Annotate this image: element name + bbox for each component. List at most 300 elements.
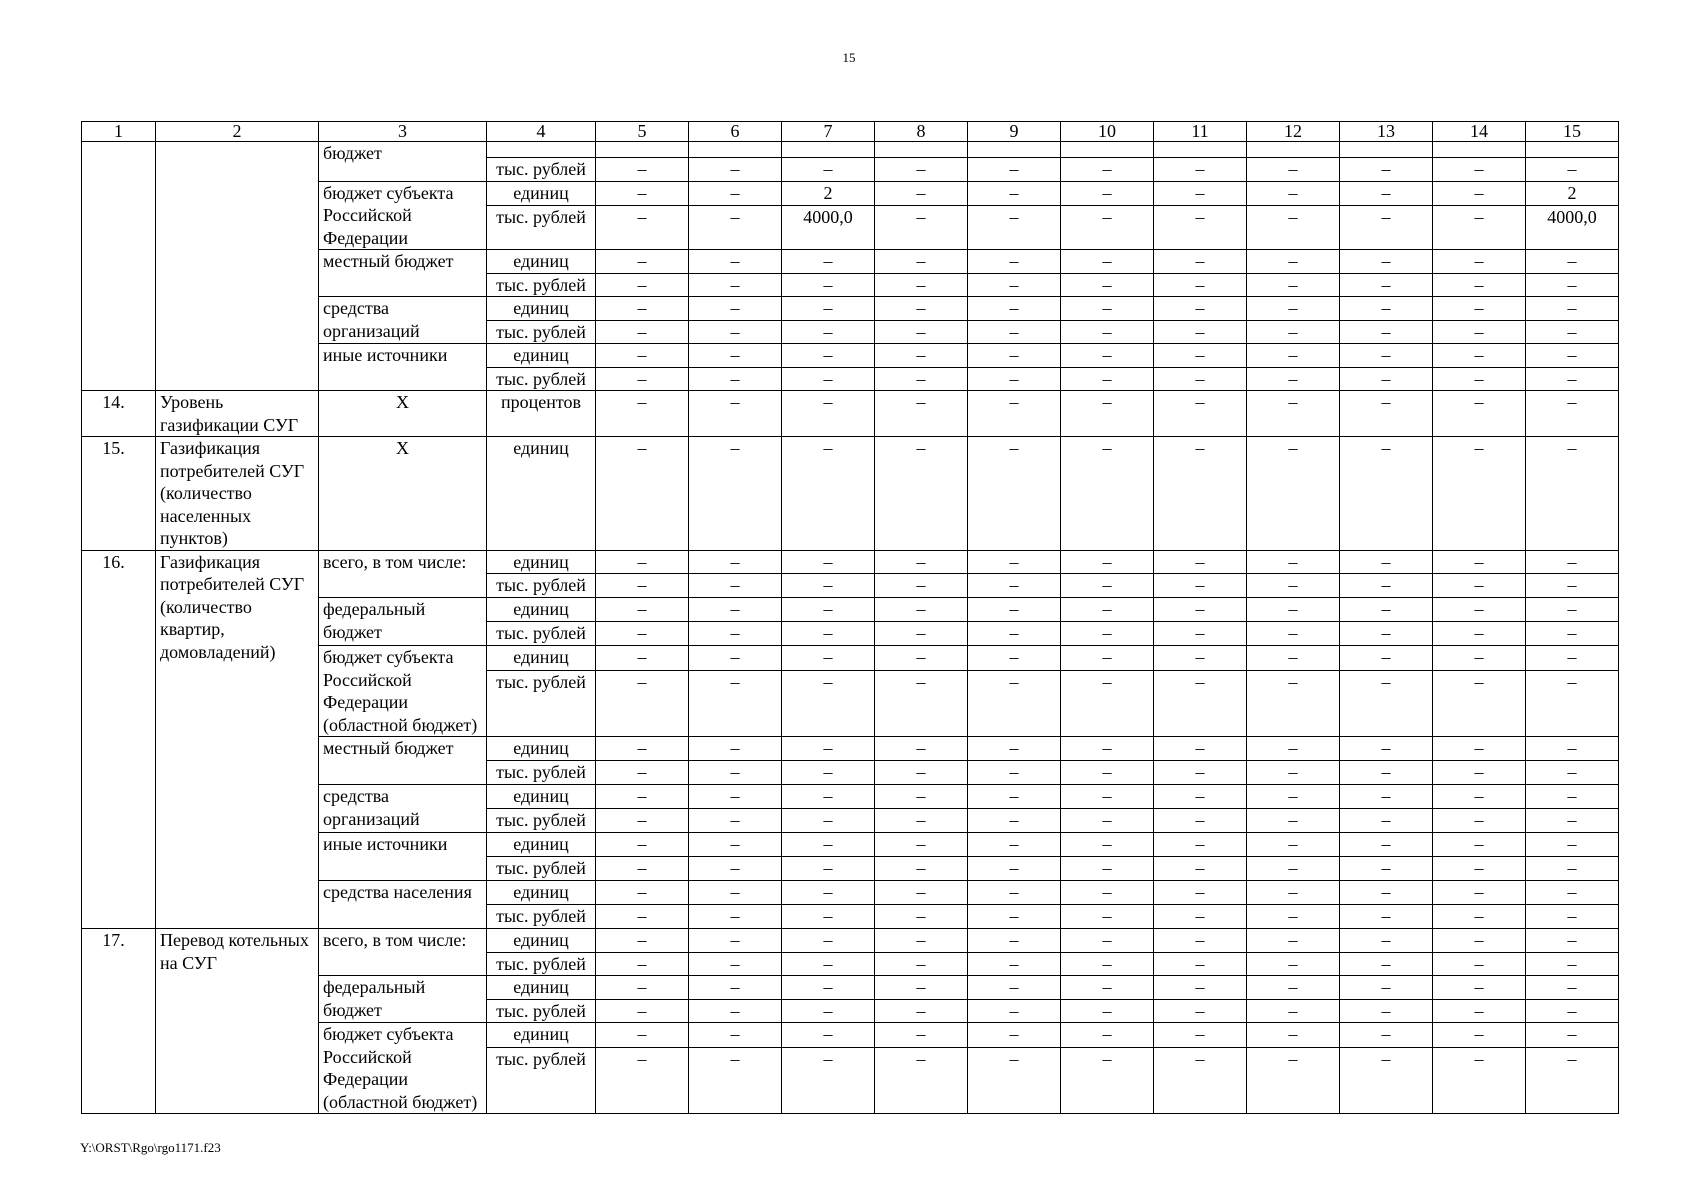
value-cell: – [968, 761, 1061, 785]
value-cell: – [689, 976, 782, 1000]
unit-cell: тыс. рублей [487, 205, 596, 249]
value-cell: – [1526, 622, 1619, 646]
value-cell: – [1247, 297, 1340, 321]
value-cell: – [1433, 158, 1526, 182]
source-label: федеральный бюджет [319, 976, 487, 1023]
value-cell: – [1061, 1023, 1154, 1048]
value-cell: – [1340, 905, 1433, 929]
value-cell: – [1247, 905, 1340, 929]
value-cell: – [1247, 785, 1340, 809]
value-cell: – [782, 598, 875, 622]
value-cell: – [782, 737, 875, 761]
value-cell: – [1526, 976, 1619, 1000]
value-cell: – [689, 250, 782, 274]
value-cell: – [1340, 857, 1433, 881]
value-cell: – [689, 297, 782, 321]
table-row [82, 142, 1619, 158]
value-cell: – [1061, 1047, 1154, 1113]
value-cell: – [1433, 205, 1526, 249]
value-cell: – [1154, 181, 1247, 205]
value-cell: – [1526, 737, 1619, 761]
value-cell: – [1154, 574, 1247, 598]
unit-cell: тыс. рублей [487, 574, 596, 598]
column-number-row [82, 122, 1619, 142]
value-cell: – [968, 881, 1061, 905]
unit-cell: единиц [487, 646, 596, 671]
value-cell: – [1526, 929, 1619, 953]
value-cell: – [596, 671, 689, 737]
value-cell: – [875, 205, 968, 249]
table-row [82, 391, 1619, 437]
value-cell: – [1247, 761, 1340, 785]
value-cell: – [1061, 367, 1154, 391]
value-cell: – [875, 761, 968, 785]
value-cell: – [689, 574, 782, 598]
value-cell: – [782, 976, 875, 1000]
value-cell: – [875, 1023, 968, 1048]
value-cell: – [1061, 205, 1154, 249]
value-cell: – [875, 273, 968, 297]
unit-cell: единиц [487, 881, 596, 905]
value-cell: – [875, 999, 968, 1023]
column-number: 10 [1061, 122, 1154, 142]
value-cell: – [1154, 391, 1247, 437]
value-cell: – [596, 574, 689, 598]
value-cell: – [968, 857, 1061, 881]
value-cell: – [1247, 671, 1340, 737]
table-row [82, 550, 1619, 574]
value-cell: – [1247, 952, 1340, 976]
value-cell: – [596, 297, 689, 321]
value-cell: – [689, 158, 782, 182]
value-cell: – [1526, 671, 1619, 737]
value-cell: – [1526, 367, 1619, 391]
value-cell: – [875, 297, 968, 321]
value-cell: – [1340, 646, 1433, 671]
value-cell: – [875, 646, 968, 671]
value-cell: – [1433, 1047, 1526, 1113]
value-cell: – [1061, 344, 1154, 368]
value-cell: – [875, 158, 968, 182]
table-body [82, 142, 1619, 1114]
value-cell: – [689, 881, 782, 905]
value-cell: – [596, 905, 689, 929]
source-label: средства организаций [319, 785, 487, 833]
column-number: 5 [596, 122, 689, 142]
column-number: 15 [1526, 122, 1619, 142]
value-cell: – [689, 929, 782, 953]
value-cell: – [968, 622, 1061, 646]
value-cell: – [596, 320, 689, 344]
value-cell: – [1340, 391, 1433, 437]
value-cell: – [1154, 809, 1247, 833]
value-cell: – [1154, 367, 1247, 391]
unit-cell: тыс. рублей [487, 671, 596, 737]
value-cell: – [596, 158, 689, 182]
value-cell: – [1433, 437, 1526, 551]
value-cell [596, 142, 689, 158]
unit-cell: единиц [487, 297, 596, 321]
value-cell: – [1433, 391, 1526, 437]
value-cell: – [1247, 622, 1340, 646]
value-cell: – [596, 976, 689, 1000]
value-cell: – [1247, 833, 1340, 857]
value-cell: – [782, 671, 875, 737]
column-number: 12 [1247, 122, 1340, 142]
value-cell: – [875, 344, 968, 368]
value-cell: – [1433, 857, 1526, 881]
source-label: Х [319, 437, 487, 551]
unit-cell: тыс. рублей [487, 761, 596, 785]
value-cell: – [1154, 437, 1247, 551]
value-cell: – [596, 761, 689, 785]
value-cell: – [968, 158, 1061, 182]
value-cell: – [1247, 646, 1340, 671]
value-cell: – [689, 367, 782, 391]
value-cell: – [1061, 905, 1154, 929]
value-cell: – [782, 158, 875, 182]
value-cell: – [1061, 250, 1154, 274]
value-cell: – [1526, 952, 1619, 976]
value-cell: – [875, 1047, 968, 1113]
table-row [82, 437, 1619, 551]
value-cell: – [1526, 1047, 1619, 1113]
value-cell: – [1247, 881, 1340, 905]
value-cell: – [968, 809, 1061, 833]
value-cell: – [596, 929, 689, 953]
value-cell: – [1247, 391, 1340, 437]
value-cell: – [1154, 550, 1247, 574]
unit-cell: тыс. рублей [487, 622, 596, 646]
value-cell: – [1433, 273, 1526, 297]
value-cell: – [689, 785, 782, 809]
value-cell: – [1526, 158, 1619, 182]
value-cell: – [782, 881, 875, 905]
value-cell: – [1433, 250, 1526, 274]
value-cell [968, 142, 1061, 158]
value-cell: – [782, 250, 875, 274]
source-label: местный бюджет [319, 737, 487, 785]
value-cell: – [1526, 320, 1619, 344]
value-cell: – [968, 273, 1061, 297]
value-cell: – [782, 1023, 875, 1048]
value-cell: – [782, 297, 875, 321]
unit-cell: процентов [487, 391, 596, 437]
value-cell: – [1526, 646, 1619, 671]
value-cell: – [1061, 550, 1154, 574]
value-cell: – [1154, 976, 1247, 1000]
value-cell: – [1061, 158, 1154, 182]
value-cell: – [1433, 833, 1526, 857]
value-cell: – [1061, 646, 1154, 671]
value-cell: – [1061, 437, 1154, 551]
value-cell: – [596, 833, 689, 857]
value-cell: – [782, 857, 875, 881]
value-cell: – [1340, 550, 1433, 574]
value-cell: – [875, 952, 968, 976]
value-cell: – [1526, 1023, 1619, 1048]
value-cell: – [596, 205, 689, 249]
unit-cell: единиц [487, 737, 596, 761]
value-cell: – [689, 952, 782, 976]
value-cell: – [1154, 273, 1247, 297]
value-cell: – [875, 437, 968, 551]
value-cell: – [1526, 297, 1619, 321]
value-cell: – [1526, 437, 1619, 551]
source-label: федеральный бюджет [319, 598, 487, 646]
value-cell: – [1526, 273, 1619, 297]
value-cell [689, 142, 782, 158]
value-cell [1526, 142, 1619, 158]
value-cell: – [875, 905, 968, 929]
value-cell: – [1154, 646, 1247, 671]
unit-cell: тыс. рублей [487, 1047, 596, 1113]
column-number: 9 [968, 122, 1061, 142]
value-cell: – [1340, 598, 1433, 622]
value-cell: – [1247, 250, 1340, 274]
value-cell: – [1433, 297, 1526, 321]
value-cell: – [968, 344, 1061, 368]
source-label: бюджет [319, 142, 487, 182]
value-cell: – [1154, 344, 1247, 368]
value-cell: – [689, 320, 782, 344]
value-cell: – [1433, 761, 1526, 785]
value-cell: – [875, 391, 968, 437]
value-cell: – [1247, 809, 1340, 833]
value-cell: – [1154, 785, 1247, 809]
value-cell: – [782, 1047, 875, 1113]
value-cell: – [968, 320, 1061, 344]
value-cell [1154, 142, 1247, 158]
value-cell: 4000,0 [782, 205, 875, 249]
value-cell: – [1247, 273, 1340, 297]
value-cell: – [1154, 1023, 1247, 1048]
value-cell: – [596, 999, 689, 1023]
value-cell: 2 [1526, 181, 1619, 205]
value-cell: – [1061, 999, 1154, 1023]
value-cell: – [1340, 574, 1433, 598]
value-cell: – [1340, 1047, 1433, 1113]
value-cell: – [782, 999, 875, 1023]
value-cell: – [782, 761, 875, 785]
value-cell: – [1154, 158, 1247, 182]
value-cell: – [875, 833, 968, 857]
value-cell: – [1340, 273, 1433, 297]
unit-cell: единиц [487, 344, 596, 368]
value-cell: – [782, 273, 875, 297]
value-cell: – [1247, 437, 1340, 551]
value-cell: – [1433, 671, 1526, 737]
value-cell: – [1247, 181, 1340, 205]
value-cell: – [968, 929, 1061, 953]
value-cell: – [1433, 976, 1526, 1000]
value-cell: – [1247, 367, 1340, 391]
value-cell: – [1061, 976, 1154, 1000]
item-name: Перевод котельных на СУГ [156, 929, 319, 1114]
value-cell: – [1433, 622, 1526, 646]
value-cell: – [968, 737, 1061, 761]
value-cell: – [689, 671, 782, 737]
value-cell: – [782, 785, 875, 809]
value-cell: – [1526, 598, 1619, 622]
value-cell: – [875, 671, 968, 737]
page-number: 15 [842, 50, 856, 65]
value-cell: – [1526, 344, 1619, 368]
value-cell [875, 142, 968, 158]
value-cell: – [782, 367, 875, 391]
value-cell: – [1154, 671, 1247, 737]
value-cell: – [782, 344, 875, 368]
value-cell: – [1061, 833, 1154, 857]
value-cell: – [689, 550, 782, 574]
value-cell: – [689, 181, 782, 205]
value-cell: – [1340, 809, 1433, 833]
value-cell: – [875, 929, 968, 953]
value-cell: – [875, 574, 968, 598]
value-cell: – [1433, 929, 1526, 953]
value-cell: – [1154, 320, 1247, 344]
unit-cell: тыс. рублей [487, 809, 596, 833]
value-cell: – [968, 976, 1061, 1000]
value-cell: – [1340, 761, 1433, 785]
value-cell: – [689, 737, 782, 761]
value-cell: – [596, 391, 689, 437]
value-cell: – [1061, 671, 1154, 737]
source-label: местный бюджет [319, 250, 487, 297]
value-cell: – [968, 205, 1061, 249]
value-cell: – [1340, 344, 1433, 368]
value-cell: – [968, 1047, 1061, 1113]
value-cell: – [968, 250, 1061, 274]
item-number: 17. [82, 929, 156, 1114]
value-cell: – [1154, 857, 1247, 881]
value-cell: – [968, 671, 1061, 737]
value-cell: – [968, 833, 1061, 857]
value-cell: – [1061, 598, 1154, 622]
value-cell: – [596, 737, 689, 761]
value-cell: – [1247, 1047, 1340, 1113]
value-cell: – [1340, 671, 1433, 737]
value-cell: – [875, 976, 968, 1000]
value-cell: – [1340, 437, 1433, 551]
value-cell: – [1340, 952, 1433, 976]
value-cell: – [1247, 598, 1340, 622]
source-label: всего, в том числе: [319, 550, 487, 598]
value-cell: – [968, 646, 1061, 671]
value-cell: – [782, 391, 875, 437]
value-cell: – [1154, 297, 1247, 321]
value-cell: – [1247, 550, 1340, 574]
value-cell: – [782, 952, 875, 976]
value-cell: – [1247, 205, 1340, 249]
value-cell: – [1154, 905, 1247, 929]
unit-cell: единиц [487, 929, 596, 953]
value-cell [1340, 142, 1433, 158]
value-cell: – [1061, 761, 1154, 785]
value-cell: – [1154, 205, 1247, 249]
value-cell: – [689, 905, 782, 929]
value-cell: – [1247, 929, 1340, 953]
source-label: иные источники [319, 344, 487, 391]
value-cell: – [1154, 952, 1247, 976]
column-number: 6 [689, 122, 782, 142]
value-cell: – [1061, 809, 1154, 833]
value-cell: – [875, 881, 968, 905]
value-cell [1247, 142, 1340, 158]
value-cell: – [875, 550, 968, 574]
unit-cell: тыс. рублей [487, 952, 596, 976]
value-cell: – [1526, 550, 1619, 574]
unit-cell: единиц [487, 250, 596, 274]
value-cell: – [1247, 999, 1340, 1023]
value-cell: – [782, 833, 875, 857]
value-cell: – [1061, 785, 1154, 809]
value-cell: – [689, 391, 782, 437]
value-cell: – [689, 273, 782, 297]
value-cell: – [1340, 205, 1433, 249]
unit-cell: тыс. рублей [487, 158, 596, 182]
unit-cell: тыс. рублей [487, 857, 596, 881]
value-cell: – [1340, 297, 1433, 321]
value-cell: – [1433, 809, 1526, 833]
value-cell: – [875, 181, 968, 205]
value-cell: – [1061, 391, 1154, 437]
value-cell: – [1526, 761, 1619, 785]
source-label: бюджет субъекта Российской Федерации (областной бюджет) [319, 1023, 487, 1114]
source-label: средства населения [319, 881, 487, 929]
value-cell: – [596, 809, 689, 833]
unit-cell: единиц [487, 550, 596, 574]
value-cell: – [1154, 250, 1247, 274]
value-cell: – [596, 181, 689, 205]
value-cell: – [689, 999, 782, 1023]
column-number: 7 [782, 122, 875, 142]
column-number: 1 [82, 122, 156, 142]
column-number: 13 [1340, 122, 1433, 142]
value-cell: – [1154, 881, 1247, 905]
value-cell: – [596, 622, 689, 646]
column-number: 14 [1433, 122, 1526, 142]
value-cell: – [1247, 158, 1340, 182]
value-cell: – [689, 646, 782, 671]
column-number: 4 [487, 122, 596, 142]
value-cell [1433, 142, 1526, 158]
value-cell: – [1061, 297, 1154, 321]
budget-table [81, 121, 1619, 1114]
value-cell: – [1061, 320, 1154, 344]
value-cell: – [689, 761, 782, 785]
value-cell: – [968, 1023, 1061, 1048]
column-number: 3 [319, 122, 487, 142]
value-cell: – [1061, 881, 1154, 905]
value-cell: – [596, 857, 689, 881]
value-cell: – [1340, 622, 1433, 646]
value-cell: – [1433, 320, 1526, 344]
value-cell: – [1061, 181, 1154, 205]
value-cell: – [1340, 320, 1433, 344]
value-cell: – [1526, 250, 1619, 274]
value-cell: – [1061, 737, 1154, 761]
value-cell: – [968, 574, 1061, 598]
value-cell: – [1061, 929, 1154, 953]
value-cell: – [968, 181, 1061, 205]
value-cell: – [1154, 999, 1247, 1023]
value-cell: – [875, 737, 968, 761]
value-cell: – [782, 929, 875, 953]
value-cell: – [1526, 857, 1619, 881]
value-cell: – [782, 550, 875, 574]
item-number-blank [82, 142, 156, 391]
